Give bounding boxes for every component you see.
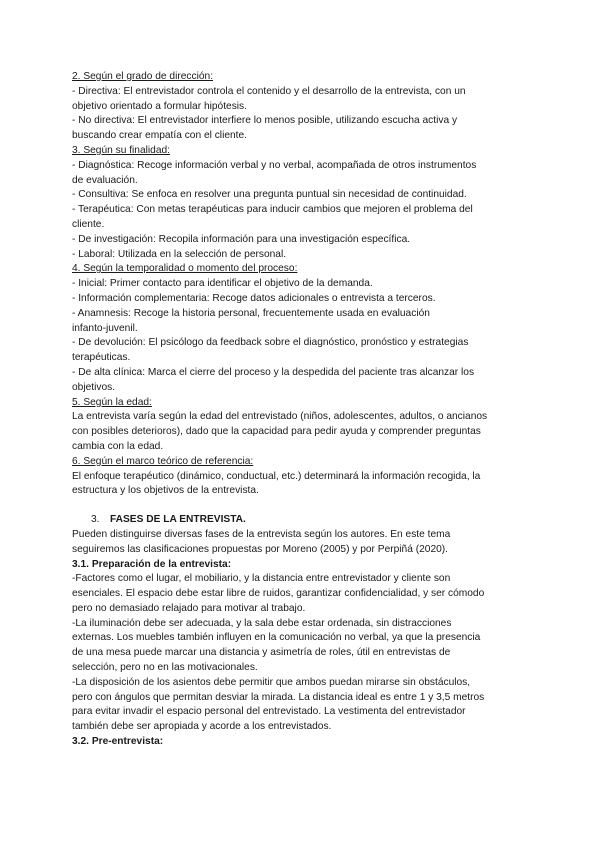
text-line: selección, pero no en las motivacionales.: [72, 662, 258, 674]
text-line: objetivo orientado a formular hipótesis.: [72, 100, 247, 112]
text-line: de evaluación.: [72, 174, 138, 186]
text-line: -La iluminación debe ser adecuada, y la sala debe estar ordenada, sin distracciones: [72, 617, 452, 629]
text-line: para evitar invadir el espacio personal del entrevistado. La vestimenta del entrevistador: [72, 706, 466, 718]
text-line: estructura y los objetivos de la entrevista.: [72, 485, 259, 497]
text-line: seguiremos las clasificaciones propuestas por Moreno (2005) y por Perpiñá (2020).: [72, 543, 448, 555]
phases-heading: [72, 513, 532, 528]
section-5-heading: 5. Según la edad:: [72, 396, 152, 408]
text-line: - Información complementaria: Recoge datos adicionales o entrevista a terceros.: [72, 292, 436, 304]
text-line: - Anamnesis: Recoge la historia personal, frecuentemente usada en evaluación: [72, 307, 430, 319]
text-line: -Factores como el lugar, el mobiliario, y la distancia entre entrevistador y cliente son: [72, 573, 451, 585]
text-line: esenciales. El espacio debe estar libre de ruidos, garantizar confidencialidad, y ser cómodo: [72, 588, 485, 600]
text-line: - Inicial: Primer contacto para identificar el objetivo de la demanda.: [72, 278, 373, 290]
text-line: La entrevista varía según la edad del entrevistado (niños, adolescentes, adultos, o ancianos: [72, 411, 488, 423]
text-line: buscando crear empatía con el cliente.: [72, 130, 247, 142]
document-page: [72, 70, 532, 750]
text-line: cliente.: [72, 218, 105, 230]
text-line: - Directiva: El entrevistador controla el contenido y el desarrollo de la entrevista, con un: [72, 85, 466, 97]
phases-number: 3.: [91, 514, 100, 526]
text-line: pero con ángulos que permitan desviar la mirada. La distancia ideal es entre 1 y 3,5 metros: [72, 691, 485, 703]
text-line: - De devolución: El psicólogo da feedback sobre el diagnóstico, pronóstico y estrategias: [72, 337, 469, 349]
spacer: [72, 499, 532, 513]
subsection-3-1-heading: 3.1. Preparación de la entrevista:: [72, 558, 232, 570]
text-line: terapéuticas.: [72, 352, 131, 364]
text-line: - Consultiva: Se enfoca en resolver una pregunta puntual sin necesidad de continuidad.: [72, 189, 467, 201]
subsection-3-2-heading: 3.2. Pre-entrevista:: [72, 736, 164, 748]
text-line: objetivos.: [72, 381, 116, 393]
text-line: con posibles deterioros), dado que la capacidad para pedir ayuda y comprender preguntas: [72, 426, 481, 438]
text-line: pero no demasiado relajado para motivar al trabajo.: [72, 602, 306, 614]
text-line: - Diagnóstica: Recoge información verbal y no verbal, acompañada de otros instrumentos: [72, 159, 477, 171]
text-line: -La disposición de los asientos debe permitir que ambos puedan mirarse sin obstáculos,: [72, 676, 471, 688]
text-line: Pueden distinguirse diversas fases de la entrevista según los autores. En este tema: [72, 528, 451, 540]
text-line: El enfoque terapéutico (dinámico, conductual, etc.) determinará la información recogida, la: [72, 470, 481, 482]
phases-title: FASES DE LA ENTREVISTA.: [110, 514, 246, 526]
text-line: cambia con la edad.: [72, 440, 164, 452]
text-line: - De investigación: Recopila información para una investigación específica.: [72, 233, 411, 245]
section-3-heading: 3. Según su finalidad:: [72, 144, 170, 156]
text-line: infanto-juvenil.: [72, 322, 138, 334]
text-line: - Terapéutica: Con metas terapéuticas para inducir cambios que mejoren el problema del: [72, 204, 473, 216]
section-6-heading: 6. Según el marco teórico de referencia:: [72, 455, 254, 467]
text-line: también debe ser apropiada y acorde a los entrevistados.: [72, 721, 332, 733]
text-line: - De alta clínica: Marca el cierre del proceso y la despedida del paciente tras alcanzar los: [72, 366, 475, 378]
section-2-heading: 2. Según el grado de dirección:: [72, 71, 214, 82]
text-line: - No directiva: El entrevistador interfiere lo menos posible, utilizando escucha activa y: [72, 115, 458, 127]
section-4-heading: 4. Según la temporalidad o momento del proceso:: [72, 263, 298, 275]
text-line: de una mesa puede marcar una distancia y asimetría de roles, útil en entrevistas de: [72, 647, 451, 659]
text-line: externas. Los muebles también influyen en la comunicación no verbal, ya que la presencia: [72, 632, 481, 644]
text-line: - Laboral: Utilizada en la selección de personal.: [72, 248, 287, 260]
